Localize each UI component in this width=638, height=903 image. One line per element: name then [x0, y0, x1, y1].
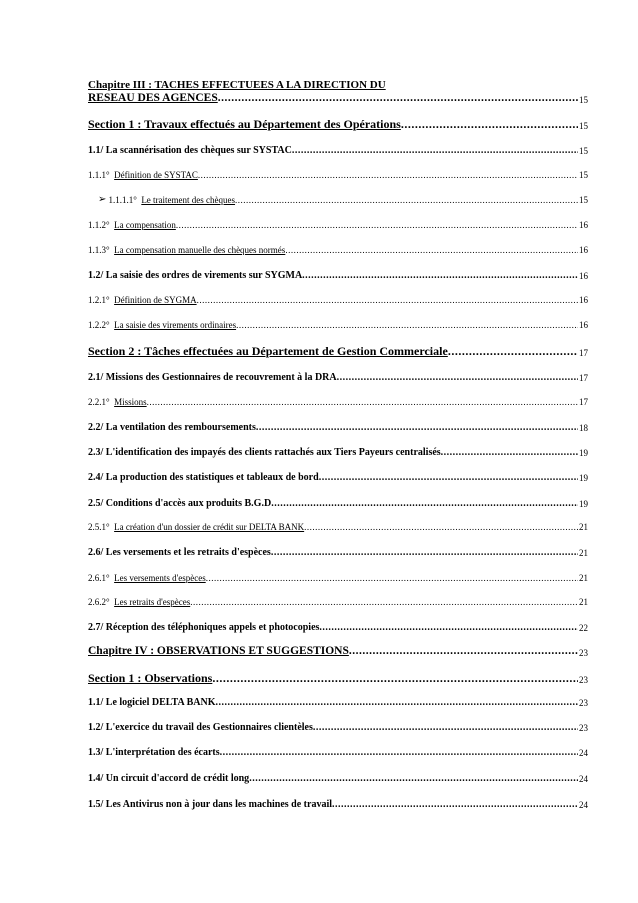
toc-entry[interactable]: [88, 672, 588, 686]
toc-entry[interactable]: [88, 722, 588, 734]
leader-dots: [190, 597, 578, 607]
toc-entry-title: Section 1 : Travaux effectués au Département des Opérations: [88, 118, 401, 131]
toc-entry-title: 2.7/ Réception des téléphoniques appels et photocopies: [88, 622, 320, 633]
toc-entry[interactable]: [88, 747, 588, 759]
toc-entry-number: 1.1.3°: [88, 245, 115, 255]
toc-entry-title: Section 2 : Tâches effectuées au Département de Gestion Commerciale: [88, 345, 448, 358]
toc-entry-number: 1.1.1°: [88, 170, 115, 180]
toc-entry[interactable]: [88, 522, 588, 532]
page-number: 16: [579, 320, 588, 330]
leader-dots: [271, 547, 578, 559]
toc-entry[interactable]: [88, 498, 588, 510]
page-number: 24: [579, 748, 588, 759]
page-number: 16: [579, 245, 588, 255]
page-number: 24: [579, 774, 588, 785]
toc-entry[interactable]: [88, 220, 588, 230]
page-number: 23: [579, 675, 588, 686]
page-number: 22: [579, 623, 588, 634]
toc-entry[interactable]: [88, 447, 588, 459]
page-number: 16: [579, 295, 588, 305]
toc-entry-title: 1.3/ L'interprétation des écarts: [88, 747, 220, 758]
toc-entry-title: La saisie des virements ordinaires: [114, 320, 237, 330]
leader-dots: [249, 773, 578, 785]
leader-dots: [198, 170, 578, 180]
toc-entry[interactable]: [88, 145, 588, 157]
toc-entry-title: 2.1/ Missions des Gestionnaires de recouvrement à la DRA: [88, 372, 337, 383]
page-number: 17: [579, 397, 588, 407]
toc-entry[interactable]: [88, 472, 588, 484]
page-number: 15: [579, 195, 588, 206]
toc-entry-number: 2.6.2°: [88, 597, 115, 607]
page-number: 23: [579, 698, 588, 709]
page-number: 21: [579, 597, 588, 607]
toc-entry[interactable]: [88, 320, 588, 330]
toc-entry-title: 1.2/ L'exercice du travail des Gestionnaires clientèles: [88, 722, 313, 733]
chapter3-title-line1: Chapitre III : TACHES EFFECTUEES A LA DIRECTION DU: [88, 79, 386, 91]
toc-entry-title: 2.4/ La production des statistiques et tableaux de bord: [88, 472, 319, 483]
leader-dots: [319, 622, 578, 634]
toc-entry-title: Chapitre IV : OBSERVATIONS ET SUGGESTIONS: [88, 645, 349, 657]
toc-entry[interactable]: [88, 773, 588, 785]
toc-entry-title: La compensation manuelle des chèques normés: [114, 245, 286, 255]
toc-entry[interactable]: [88, 372, 588, 384]
toc-entry[interactable]: [88, 597, 588, 607]
page-number: 17: [579, 373, 588, 384]
toc-entry-title: 2.6/ Les versements et les retraits d'espèces: [88, 547, 271, 558]
leader-dots: [147, 397, 578, 407]
toc-entry-title: Section 1 : Observations: [88, 672, 213, 685]
leader-dots: [332, 799, 578, 811]
toc-entry[interactable]: [88, 547, 588, 559]
page-number: 24: [579, 800, 588, 811]
leader-dots: [313, 722, 578, 734]
leader-dots: [304, 522, 578, 532]
leader-dots: [448, 345, 578, 359]
toc-entry-title: Les retraits d'espèces: [114, 597, 191, 607]
toc-entry[interactable]: [88, 799, 588, 811]
toc-entry[interactable]: [88, 245, 588, 255]
leader-dots: [302, 270, 578, 282]
leader-dots: [216, 697, 578, 709]
leader-dots: [292, 145, 578, 157]
leader-dots: [176, 220, 578, 230]
leader-dots: [319, 472, 578, 484]
toc-entry-number: 2.5.1°: [88, 522, 115, 532]
toc-entry-title: Définition de SYGMA: [114, 295, 197, 305]
page-number: 23: [579, 647, 588, 658]
toc-entry-title: La compensation: [114, 220, 176, 230]
toc-entry[interactable]: [88, 118, 588, 132]
leader-dots: [441, 447, 578, 459]
toc-entry-title: 2.5/ Conditions d'accès aux produits B.G.D: [88, 498, 272, 509]
leader-dots: [285, 245, 578, 255]
toc-entry-title: 1.2/ La saisie des ordres de virements sur SYGMA: [88, 270, 303, 281]
toc-entry-number: 2.6.1°: [88, 573, 115, 583]
page-number: 19: [579, 499, 588, 510]
toc-entry-title: Missions: [114, 397, 147, 407]
leader-dots: [235, 195, 578, 205]
toc-entry[interactable]: [88, 697, 588, 709]
page-number: 19: [579, 473, 588, 484]
page-number: 19: [579, 448, 588, 459]
toc-entry[interactable]: [88, 194, 588, 206]
page-number: 15: [579, 94, 588, 105]
toc-entry-title: Définition de SYSTAC: [114, 170, 198, 180]
leader-dots: [271, 498, 578, 510]
toc-entry[interactable]: [88, 645, 588, 658]
chapter3-title-line2-text: RESEAU DES AGENCES: [88, 92, 218, 104]
toc-entry-title: 1.1/ Le logiciel DELTA BANK: [88, 697, 216, 708]
toc-entry-number: 1.1.1.1°: [108, 195, 142, 206]
page-number: 21: [579, 548, 588, 559]
toc-entry-number: 1.1.2°: [88, 220, 115, 230]
toc-entry-title: Les versements d'espèces: [114, 573, 206, 583]
page-number: 17: [579, 348, 588, 359]
page-number: 23: [579, 723, 588, 734]
page-number: 18: [579, 423, 588, 434]
leader-dots: [212, 672, 578, 686]
toc-entry-title: 1.1/ La scannérisation des chèques sur SYSTAC: [88, 145, 292, 156]
page-number: 21: [579, 573, 588, 583]
leader-dots: [256, 422, 578, 434]
toc-entry-number: 1.2.2°: [88, 320, 115, 330]
page-number: 16: [579, 271, 588, 282]
page-number: 15: [579, 170, 588, 180]
toc-entry-title: Le traitement des chèques: [141, 195, 236, 206]
leader-dots: [218, 92, 578, 105]
page-number: 16: [579, 220, 588, 230]
toc-entry[interactable]: [88, 270, 588, 282]
leader-dots: [401, 118, 578, 132]
toc-entry-title: La création d'un dossier de crédit sur DELTA BANK: [114, 522, 305, 532]
page-number: 15: [579, 121, 588, 132]
leader-dots: [220, 747, 578, 759]
toc-entry[interactable]: [88, 170, 588, 180]
toc-entry-title: 2.3/ L'identification des impayés des clients rattachés aux Tiers Payeurs centralisés: [88, 447, 441, 458]
toc-entry[interactable]: [88, 622, 588, 634]
toc-entry-title: 2.2/ La ventilation des remboursements: [88, 422, 256, 433]
leader-dots: [236, 320, 578, 330]
leader-dots: [197, 295, 578, 305]
toc-entry[interactable]: [88, 295, 588, 305]
leader-dots: [206, 573, 578, 583]
page-number: 15: [579, 146, 588, 157]
arrow-bullet-icon: ➢: [98, 194, 107, 205]
page-number: 21: [579, 522, 588, 532]
toc-entry[interactable]: [88, 397, 588, 407]
toc-entry[interactable]: [88, 345, 588, 359]
toc-entry-title: 1.4/ Un circuit d'accord de crédit long: [88, 773, 250, 784]
leader-dots: [349, 645, 578, 658]
toc-entry-title: 1.5/ Les Antivirus non à jour dans les machines de travail: [88, 799, 333, 810]
toc-entry[interactable]: [88, 573, 588, 583]
toc-entry-number: 1.2.1°: [88, 295, 115, 305]
chapter3-title-line2: [88, 92, 588, 105]
toc-entry[interactable]: [88, 422, 588, 434]
leader-dots: [337, 372, 578, 384]
toc-entry-number: 2.2.1°: [88, 397, 115, 407]
